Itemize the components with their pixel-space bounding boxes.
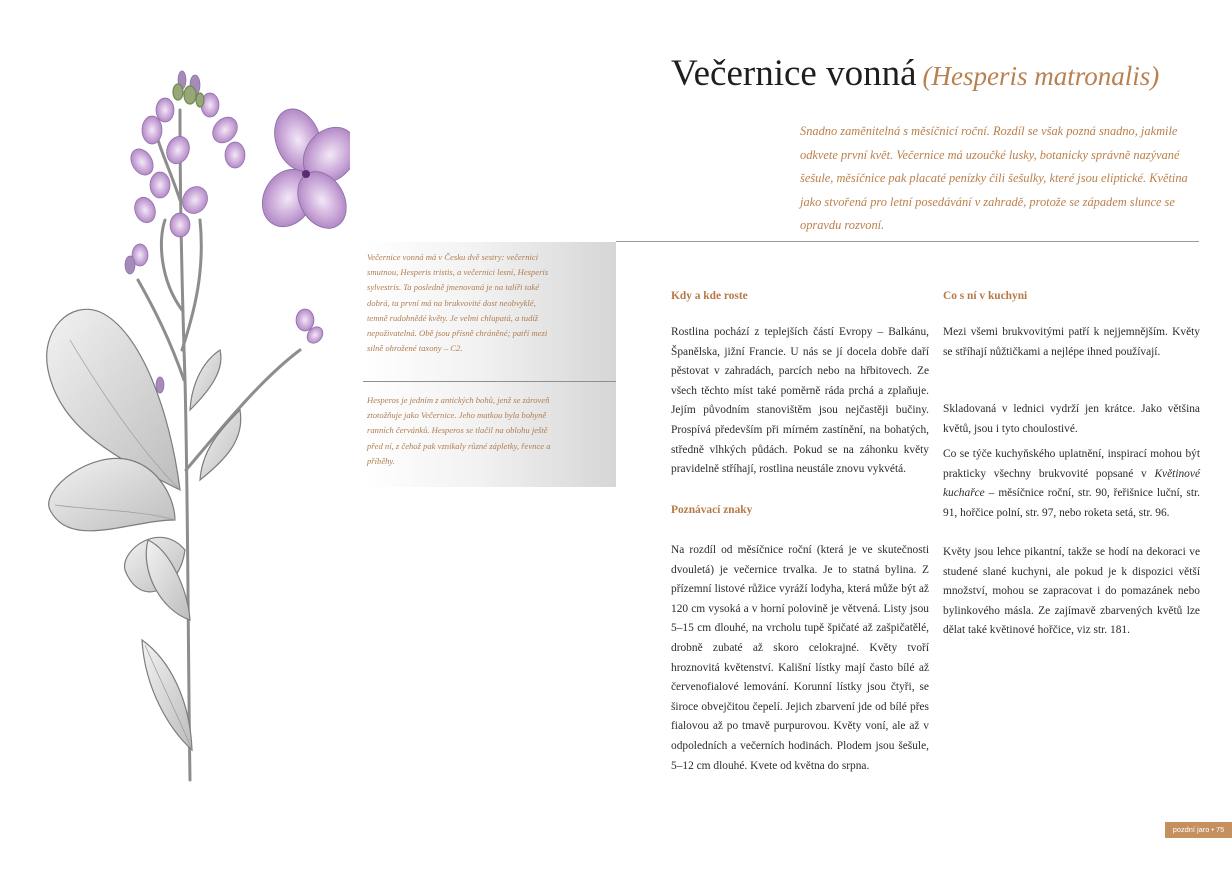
paragraph-kitchen-2: Skladovaná v lednici vydrží jen krátce. Jako většina květů, jsou i tyto choulostivé. (943, 403, 1200, 435)
sidebar-note-sisters: Večernice vonná má v Česku dvě sestry: večernici smutnou, Hesperis tristis, a večernici lesní, Hesperis sylvestris. Ta posledně jmenovaná je na talíři také dobrá, ta první má na brukvovité dost neobvyklé, temně rudohnědé květy. Je velmi chlupatá, a tudíž nepoživatelná. Obě jsou přísně chráněné; patří mezi silně ohrožené taxony – C2. (367, 252, 549, 354)
flower-illustration (30, 50, 350, 800)
book-title: Květinové kuchařce (943, 467, 1200, 500)
paragraph-kitchen-1: Mezi všemi brukvovitými patří k nejjemnějším. Květy se stříhají nůžtičkami a nejlépe ihned používají. (943, 326, 1200, 358)
large-flower-icon (252, 102, 350, 237)
paragraph-kitchen-3 (943, 445, 1200, 523)
heading-kitchen: Co s ní v kuchyni (943, 290, 1028, 302)
sidebar-note-hesperos: Hesperos je jedním z antických bohů, jenž se zároveň ztotožňuje jako Večernice. Jeho matkou byla bohyně ranních červánků. Hesperos se tlačil na oblohu ještě před ní, z čehož pak vznikaly různé zápletky, řevnce a příběhy. (367, 395, 551, 466)
heading-where-grows: Kdy a kde roste (671, 290, 748, 302)
paragraph-kitchen-3-end: – měsíčnice roční, str. 90, řeřišnice luční, str. 91, hořčice polní, str. 97, nebo roketa setá, str. 96. (943, 487, 1200, 519)
paragraph-identification: Na rozdíl od měsíčnice roční (která je ve skutečnosti dvouletá) je večernice trvalka. Je to statná bylina. Z přízemní listové růžice vyráží lodyha, která může být až 120 cm vysoká a v horní polovině je větvená. Listy jsou 5–15 cm dlouhé, na vrcholu tupě špičaté až zašpičatělé, drobně zubaté až skoro celokrajné. Květy tvoří hroznovitá květenství. Kališní lístky mají často bílé až červenofialové lemování. Korunní lístky jsou čtyři, se široce obvejčitou čepelí. Jejich zbarvení jde od bílé přes fialovou až po tmavě purpurovou. Květy voní, ale až v odpoledních a večerních hodinách. Plodem jsou šešule, 5–12 cm dlouhé. Kvete od května do srpna. (671, 544, 929, 772)
sidebar-divider (363, 381, 616, 382)
heading-identification: Poznávací znaky (671, 504, 753, 516)
title-latin-name: (Hesperis matronalis) (922, 61, 1160, 91)
page-number-tag: pozdní jaro • 75 (1165, 822, 1232, 838)
paragraph-where-grows: Rostlina pochází z teplejších částí Evropy – Balkánu, Španělska, jižní Francie. U nás se jí docela dobře daří pěstovat v zahradách, parcích nebo na hřbitovech. Ze všech těchto míst také poměrně ráda prchá a zplaňuje. Jejím původním stanovištěm jsou nejčastěji bučiny. Prospívá především při mírném zastínění, na bohatých, středně vlhkých půdách. Pokud se na záhonku květy pravidelně stříhají, rostlina neustále znovu vykvétá. (671, 326, 929, 476)
sidebar-box (363, 242, 616, 487)
paragraph-kitchen-4: Květy jsou lehce pikantní, takže se hodí na dekoraci ve studené slané kuchyni, ale pokud je k dispozici větší množství, mohou se zapracovat i do pomazánek nebo bylinkového másla. Ze zajímavě zbarvených květů lze dělat také květinové hořčice, viz str. 181. (943, 546, 1200, 637)
intro-text: Snadno zaměnitelná s měsíčnicí roční. Rozdíl se však pozná snadno, jakmile odkvete první květ. Večernice má uzoučké lusky, botanicky správně nazývané šešule, měsíčnice pak placaté penízky čili šešulky, které jsou eliptické. Květina jako stvořená pro letní posedávání v zahradě, protože se západem slunce se opravdu rozvoní. (800, 124, 1188, 232)
horizontal-divider (616, 241, 1199, 242)
page-title (671, 50, 1159, 100)
title-main: Večernice vonná (671, 53, 917, 94)
paragraph-kitchen-3-start: Co se týče kuchyňského uplatnění, inspirací mohou být prakticky všechny brukvovité popsané v (943, 448, 1200, 480)
